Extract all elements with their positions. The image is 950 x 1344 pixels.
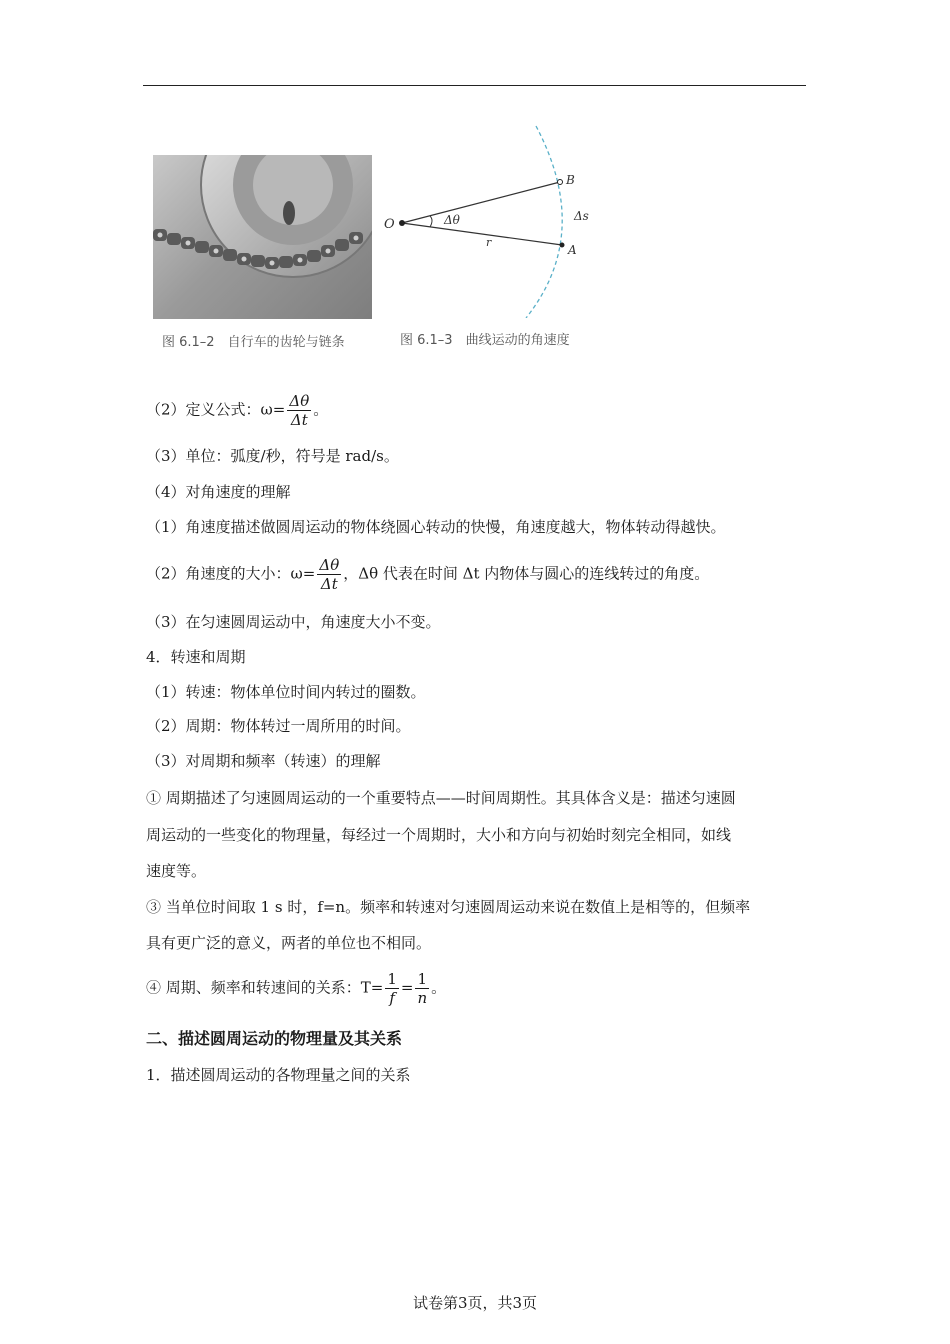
paragraph-line-3: 速度等。: [146, 862, 207, 880]
paragraph-line-2: 周运动的一些变化的物理量，每经过一个周期时，大小和方向与初始时刻完全相同，如线: [146, 826, 732, 844]
section-2-heading: 二、描述圆周运动的物理量及其关系: [146, 1029, 403, 1048]
page-footer: 试卷第3页，共3页: [412, 1294, 538, 1312]
period-line: （2）周期：物体转过一周所用的时间。: [146, 717, 411, 735]
label-r: r: [486, 236, 492, 249]
definition-formula-line: （2）定义公式：ω= $\frac{\Delta\theta}{\Delta t}$ 。: [146, 392, 329, 429]
label-a: A: [568, 243, 577, 257]
label-delta-s: Δs: [574, 209, 589, 223]
relation-formula-line: ④ 周期、频率和转速间的关系：T= $\frac{1}{f}$ = $\frac{1}{n}$ 。: [146, 970, 447, 1007]
omega-fraction: $\frac{\Delta\theta}{\Delta t}$: [289, 392, 310, 429]
omega-fraction-2: $\frac{\Delta\theta}{\Delta t}$: [319, 556, 340, 593]
one-over-n-fraction: $\frac{1}{n}$: [417, 970, 428, 1007]
unit-line: （3）单位：弧度/秒，符号是 rad/s。: [146, 447, 399, 465]
header-rule: [143, 85, 806, 86]
one-over-f-fraction: $\frac{1}{f}$: [387, 970, 397, 1007]
uniform-motion-line: （3）在匀速圆周运动中，角速度大小不变。: [146, 613, 441, 631]
bicycle-chain-photo: [153, 155, 372, 319]
label-delta-theta: Δθ: [444, 213, 460, 227]
paragraph-line-5: 具有更广泛的意义，两者的单位也不相同。: [146, 934, 432, 952]
label-b: B: [566, 173, 575, 187]
period-frequency-heading: （3）对周期和频率（转速）的理解: [146, 752, 381, 770]
section-4-heading: 4．转速和周期: [146, 648, 246, 666]
paragraph-line-4: ③ 当单位时间取 1 s 时，f=n。频率和转速对匀速圆周运动来说在数值上是相等的，但频率: [146, 898, 751, 916]
paragraph-line-1: ① 周期描述了匀速圆周运动的一个重要特点——时间周期性。其具体含义是：描述匀速圆: [146, 789, 736, 807]
figure-6-1-2-caption: 图 6.1–2 自行车的齿轮与链条: [162, 335, 345, 350]
figure-6-1-3-caption: 图 6.1–3 曲线运动的角速度: [400, 333, 570, 348]
label-o: O: [384, 217, 395, 232]
understanding-heading: （4）对角速度的理解: [146, 483, 291, 501]
section-2-item-1: 1．描述圆周运动的各物理量之间的关系: [146, 1066, 411, 1084]
rotation-speed-line: （1）转速：物体单位时间内转过的圈数。: [146, 683, 426, 701]
angular-velocity-magnitude-line: （2）角速度的大小：ω= $\frac{\Delta\theta}{\Delta t}$ ，Δθ 代表在时间 Δt 内物体与圆心的连线转过的角度。: [146, 556, 710, 593]
angular-velocity-diagram: [378, 122, 608, 318]
angular-velocity-desc: （1）角速度描述做圆周运动的物体绕圆心转动的快慢，角速度越大，物体转动得越快。: [146, 518, 726, 536]
